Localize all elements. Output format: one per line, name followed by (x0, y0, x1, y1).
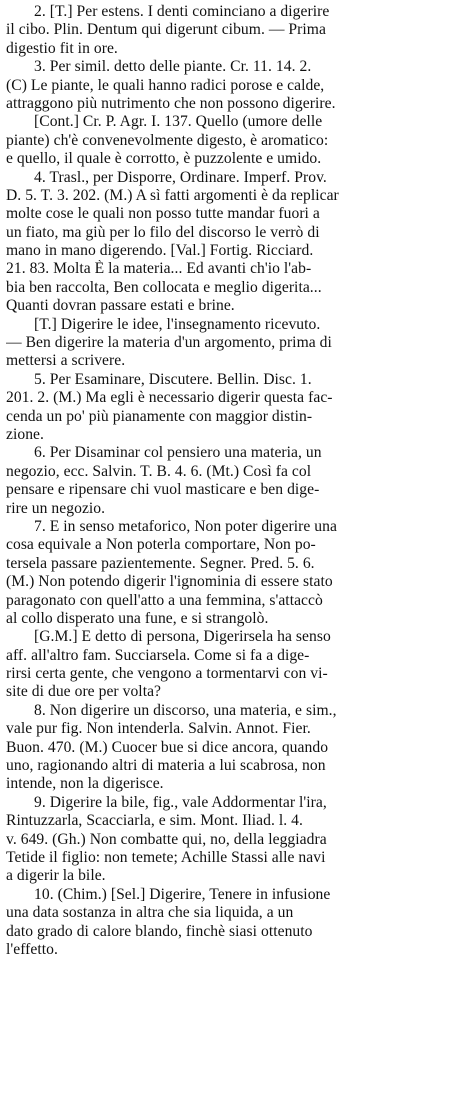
text-line: al collo disperato una fune, e si strangolò. (6, 609, 269, 627)
text-line: rirsi certa gente, che vengono a tormentarvi con vi- (6, 665, 328, 683)
text-line: 201. 2. (M.) Ma egli è necessario digerir questa fac- (6, 389, 333, 407)
text-line: cenda un po' più pianamente con maggior distin- (6, 407, 313, 425)
text-line: [G.M.] E detto di persona, Digerirsela ha senso (34, 628, 331, 646)
text-line: 4. Trasl., per Disporre, Ordinare. Imperf. Prov. (34, 168, 327, 186)
text-line: 3. Per simil. detto delle piante. Cr. 11. 14. 2. (34, 58, 312, 76)
text-line: un fiato, ma giù per lo filo del discorso le verrò di (6, 223, 320, 241)
text-line: 10. (Chim.) [Sel.] Digerire, Tenere in infusione (34, 885, 331, 903)
text-line: site di due ore per volta? (6, 683, 162, 701)
text-line: zione. (6, 425, 44, 443)
text-line: uno, ragionando altri di materia a lui scabrosa, non (6, 757, 326, 775)
text-line: una data sostanza in altra che sia liquida, a un (6, 904, 294, 922)
text-line: Buon. 470. (M.) Cuocer bue si dice ancora, quando (6, 738, 329, 756)
text-line: molte cose le quali non posso tutte mandar fuori a (6, 205, 320, 223)
text-line: [Cont.] Cr. P. Agr. I. 137. Quello (umore delle (34, 113, 323, 131)
text-line: tersela passare pazientemente. Segner. Pred. 5. 6. (6, 554, 315, 572)
text-line: paragonato con quell'atto a una femmina, s'attaccò (6, 591, 323, 609)
text-line: — Ben digerire la materia d'un argomento, prima di (6, 334, 332, 352)
text-line: 5. Per Esaminare, Discutere. Bellin. Disc. 1. (34, 370, 312, 388)
text-line: 6. Per Disaminar col pensiero una materia, un (34, 444, 322, 462)
text-line: (M.) Non potendo digerir l'ignominia di essere stato (6, 573, 333, 591)
text-line: il cibo. Plin. Dentum qui digerunt cibum. — Prima (6, 21, 326, 39)
text-line: (C) Le piante, le quali hanno radici porose e calde, (6, 76, 325, 94)
text-line: 21. 83. Molta È la materia... Ed avanti ch'io l'ab- (6, 260, 312, 278)
text-line: 8. Non digerire un discorso, una materia, e sim., (34, 701, 337, 719)
text-line: Tetide il figlio: non temete; Achille Stassi alle navi (6, 848, 326, 866)
text-line: D. 5. T. 3. 202. (M.) A sì fatti argomenti è da replicar (6, 186, 339, 204)
text-line: intende, non la digerisce. (6, 775, 164, 793)
text-line: e quello, il quale è corrotto, è puzzolente e umido. (6, 150, 322, 168)
text-line: mettersi a scrivere. (6, 352, 126, 370)
text-line: attraggono più nutrimento che non possono digerire. (6, 94, 336, 112)
text-line: Rintuzzarla, Scacciarla, e sim. Mont. Iliad. l. 4. (6, 812, 303, 830)
text-line: a digerir la bile. (6, 867, 106, 885)
text-line: pensare e ripensare chi vuol masticare e ben dige- (6, 481, 320, 499)
text-line: Quanti dovran passare estati e brine. (6, 297, 235, 315)
text-line: negozio, ecc. Salvin. T. B. 4. 6. (Mt.) Così fa col (6, 462, 312, 480)
text-line: bia ben raccolta, Ben collocata e meglio digerita... (6, 278, 322, 296)
text-line: 7. E in senso metaforico, Non poter digerire una (34, 517, 337, 535)
text-line: cosa equivale a Non poterla comportare, Non po- (6, 536, 316, 554)
text-line: 2. [T.] Per estens. I denti cominciano a digerire (34, 3, 330, 20)
text-line: dato grado di calore blando, finchè siasi ottenuto (6, 922, 313, 940)
text-line: digestio fit in ore. (6, 39, 118, 57)
text-line: mano in mano digerendo. [Val.] Fortig. Ricciard. (6, 242, 314, 260)
text-line: aff. all'altro fam. Succiarsela. Come si fa a dige- (6, 646, 310, 664)
text-line: vale pur fig. Non intenderla. Salvin. Annot. Fier. (6, 720, 311, 738)
text-line: v. 649. (Gh.) Non combatte qui, no, della leggiadra (6, 830, 327, 848)
text-line: 9. Digerire la bile, fig., vale Addormentar l'ira, (34, 793, 327, 811)
text-line: rire un negozio. (6, 499, 106, 517)
text-line: piante) ch'è convenevolmente digesto, è aromatico: (6, 131, 329, 149)
text-line: l'effetto. (6, 940, 58, 958)
text-line: [T.] Digerire le idee, l'insegnamento ricevuto. (34, 315, 321, 333)
